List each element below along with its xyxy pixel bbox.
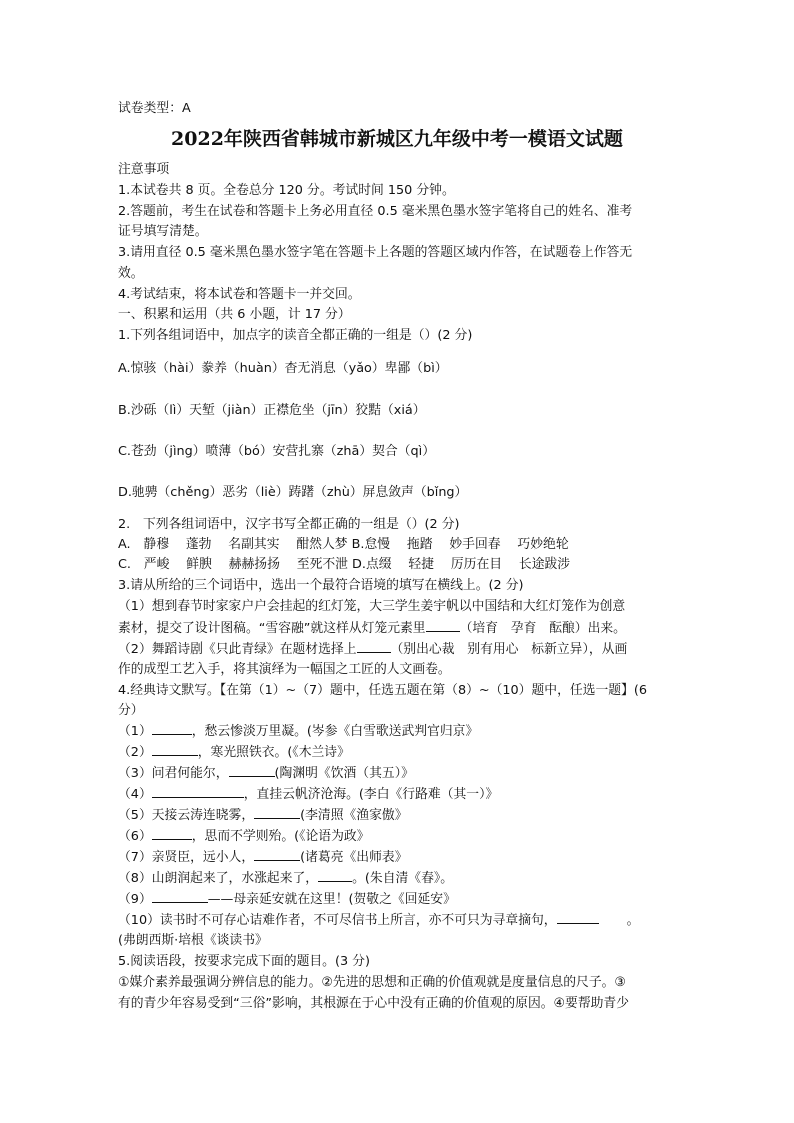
text-segment: ，思而不学则殆。(《论语为政》 — [191, 829, 370, 844]
question-4-item-3 — [118, 764, 414, 783]
question-3-part-1-line-1: （1）想到春节时家家户户会挂起的红灯笼，大三学生姜宇帆以中国结和大红灯笼作为创意 — [118, 599, 626, 614]
question-4-stem-line-2: 分） — [118, 703, 144, 718]
question-5-passage-line-1: ①媒介素养最强调分辨信息的能力。②先进的思想和正确的价值观就是度量信息的尺子。③ — [118, 975, 626, 990]
answer-blank[interactable] — [152, 722, 192, 735]
text-segment: ，直挂云帆济沧海。(李白《行路难（其一）》 — [243, 787, 499, 802]
question-3-stem: 3.请从所给的三个词语中，选出一个最符合语境的填写在横线上。(2 分) — [118, 578, 524, 593]
note-3-line-2: 效。 — [118, 266, 144, 281]
answer-blank[interactable] — [152, 827, 192, 840]
text-segment: （9） — [118, 892, 152, 907]
answer-blank[interactable] — [557, 911, 599, 924]
answer-blank[interactable] — [254, 806, 300, 819]
answer-blank[interactable] — [357, 640, 391, 653]
text-segment: （10）读书时不可存心诘难作者，不可尽信书上所言，亦不可只为寻章摘句， — [118, 913, 557, 928]
text-segment: ，愁云惨淡万里凝。(岑参《白雪歌送武判官归京》 — [191, 724, 479, 739]
question-5-passage-line-2: 有的青少年容易受到“三俗”影响，其根源在于心中没有正确的价值观的原因。④要帮助青少 — [118, 996, 630, 1011]
text-segment: (陶渊明《饮酒（其五）》 — [274, 766, 414, 781]
text-segment: （8）山朗润起来了，水涨起来了， — [118, 871, 319, 886]
text-segment: （4） — [118, 787, 152, 802]
answer-blank[interactable] — [152, 890, 208, 903]
question-4-item-10-line-1 — [118, 911, 639, 930]
notes-heading: 注意事项 — [118, 162, 170, 177]
question-1-stem: 1.下列各组词语中，加点字的读音全都正确的一组是（）(2 分) — [118, 328, 473, 343]
text-segment: 。(朱自清《春》。 — [352, 871, 454, 886]
text-segment: ——母亲延安就在这里！(贺敬之《回延安》 — [207, 892, 456, 907]
question-4-item-5 — [118, 806, 408, 825]
question-1-option-d: D.驰骋（chěng）恶劣（liè）踌躇（zhù）屏息敛声（bǐng） — [118, 485, 468, 500]
text-segment: 素材，提交了设计图稿。“雪容融”就这样从灯笼元素里 — [118, 621, 426, 636]
note-2-line-1: 2.答题前，考生在试卷和答题卡上务必用直径 0.5 毫米黑色墨水签字笔将自己的姓名、准考 — [118, 204, 633, 219]
paper-type: 试卷类型：A — [118, 101, 191, 116]
answer-blank[interactable] — [426, 619, 460, 632]
text-segment: （7）亲贤臣，远小人， — [118, 850, 255, 865]
answer-blank[interactable] — [152, 785, 244, 798]
question-3-part-2-line-1 — [118, 640, 627, 659]
question-4-stem-line-1: 4.经典诗文默写。【在第（1）~（7）题中，任选五题在第（8）~（10）题中，任选一题】(6 — [118, 683, 647, 698]
question-4-item-9 — [118, 890, 456, 909]
question-4-item-4 — [118, 785, 498, 804]
question-4-item-7 — [118, 848, 408, 867]
question-1-option-c: C.苍劲（jìng）喷薄（bó）安营扎寨（zhā）契合（qì） — [118, 444, 435, 459]
answer-blank[interactable] — [152, 743, 198, 756]
question-1-option-b: B.沙砾（lì）天堑（jiàn）正襟危坐（jīn）狡黠（xiá） — [118, 403, 426, 418]
text-segment: 。 — [626, 913, 640, 928]
answer-blank[interactable] — [318, 869, 352, 882]
note-4: 4.考试结束，将本试卷和答题卡一并交回。 — [118, 287, 361, 302]
text-segment: （2） — [118, 745, 152, 760]
answer-blank[interactable] — [254, 848, 300, 861]
text-segment: （3）问君何能尔， — [118, 766, 229, 781]
question-4-item-10-line-2: (弗朗西斯·培根《谈读书》 — [118, 933, 268, 948]
page-title: 2022年陕西省韩城市新城区九年级中考一模语文试题 — [171, 128, 623, 150]
question-3-part-1-line-2 — [118, 619, 626, 638]
text-segment: （6） — [118, 829, 152, 844]
question-2-stem: 2. 下列各组词语中，汉字书写全都正确的一组是（）(2 分) — [118, 517, 460, 532]
text-segment: （2）舞蹈诗剧《只此青绿》在题材选择上 — [118, 642, 357, 657]
note-3-line-1: 3.请用直径 0.5 毫米黑色墨水签字笔在答题卡上各题的答题区域内作答，在试题卷上作答无 — [118, 245, 633, 260]
section-heading: 一、积累和运用（共 6 小题，计 17 分） — [118, 307, 351, 322]
question-3-part-2-line-2: 作的成型工艺入手，将其演绎为一幅国之工匠的人文画卷。 — [118, 662, 451, 677]
answer-blank[interactable] — [229, 764, 275, 777]
text-segment: (诸葛亮《出师表》 — [300, 850, 408, 865]
question-1-option-a: A.惊骇（hài）豢养（huàn）杳无消息（yǎo）卑鄙（bì） — [118, 361, 448, 376]
question-2-options-ab: A. 静穆 蓬勃 名副其实 酣然人梦 B.怠慢 拖踏 妙手回春 巧妙绝轮 — [118, 537, 569, 552]
question-4-item-2 — [118, 743, 350, 762]
text-segment: （1） — [118, 724, 152, 739]
note-1: 1.本试卷共 8 页。全卷总分 120 分。考试时间 150 分钟。 — [118, 183, 455, 198]
text-segment: （培育 孕育 酝酿）出来。 — [459, 621, 626, 636]
question-4-item-8 — [118, 869, 453, 888]
question-4-item-1 — [118, 722, 478, 741]
note-2-line-2: 证号填写清楚。 — [118, 224, 208, 239]
question-5-stem: 5.阅读语段，按要求完成下面的题目。(3 分) — [118, 954, 370, 969]
text-segment: （5）天接云涛连晓雾， — [118, 808, 255, 823]
question-2-options-cd: C. 严峻 鲜腴 赫赫扬扬 至死不泄 D.点缀 轻捷 厉历在目 长途跋涉 — [118, 557, 571, 572]
text-segment: (李清照《渔家傲》 — [300, 808, 408, 823]
question-4-item-6 — [118, 827, 370, 846]
text-segment: （别出心裁 别有用心 标新立异），从画 — [390, 642, 628, 657]
text-segment: ，寒光照铁衣。(《木兰诗》 — [197, 745, 350, 760]
